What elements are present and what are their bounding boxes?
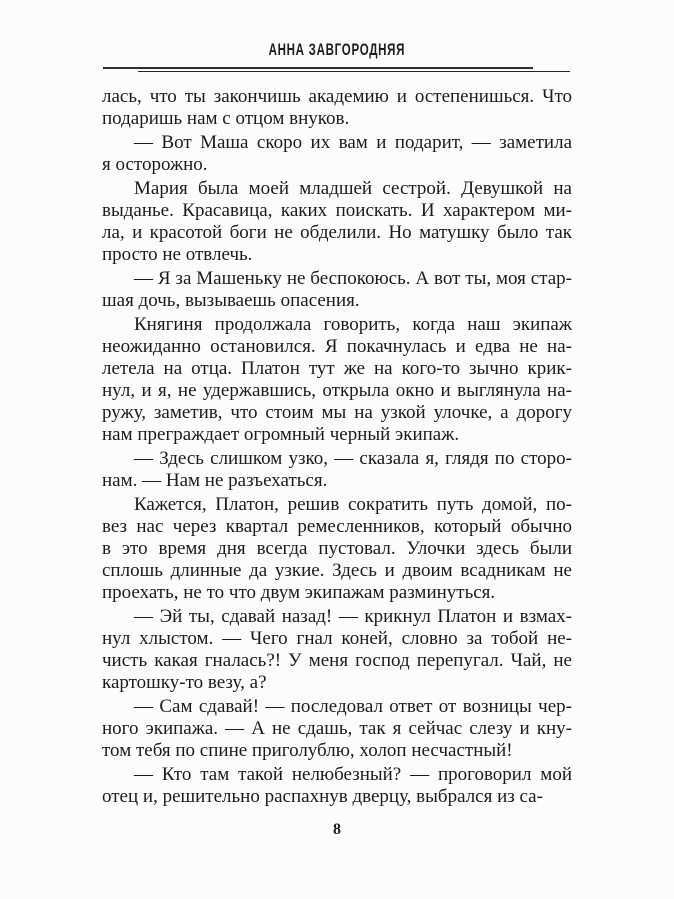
paragraph: [102, 494, 572, 604]
text-line: — Я за Машеньку не беспокоюсь. А вот ты, моя стар-: [134, 268, 572, 289]
text-line: просто не отвлечь.: [102, 244, 253, 265]
paragraph: [102, 268, 572, 312]
body-text: [102, 86, 572, 808]
paragraph: [102, 314, 572, 446]
text-line: я осторожно.: [102, 154, 208, 175]
author-name: АННА ЗАВГОРОДНЯЯ: [268, 41, 406, 60]
text-line: лась, что ты закончишь академию и остепенишься. Что: [102, 86, 572, 107]
text-line: летела на отца. Платон тут же на кого-то зычно крик-: [102, 358, 572, 379]
header-rule-top: [103, 67, 533, 69]
paragraph: [102, 606, 572, 694]
paragraph: [102, 764, 572, 808]
text-line: — Сам сдавай! — последовал ответ от возницы чер-: [134, 696, 572, 717]
paragraph: [102, 132, 572, 176]
paragraph: [102, 178, 572, 266]
text-line: нам преграждает огромный черный экипаж.: [102, 424, 460, 445]
text-line: в это время дня всегда пустовал. Улочки здесь были: [102, 538, 572, 559]
text-line: нул хлыстом. — Чего гнал коней, словно за тобой не-: [102, 628, 572, 649]
text-line: чисть какая гналась?! У меня господ перепугал. Чай, не: [102, 650, 572, 671]
text-line: ного экипажа. — А не сдашь, так я сейчас слезу и кну-: [102, 718, 572, 739]
text-line: шая дочь, вызываешь опасения.: [102, 290, 360, 311]
text-line: ружу, заметив, что стоим мы на узкой улочке, а дорогу: [102, 402, 572, 423]
header-rule-bottom: [138, 71, 570, 72]
text-line: — Эй ты, сдавай назад! — крикнул Платон и взмах-: [134, 606, 572, 627]
text-line: ла, и красотой боги не обделили. Но матушку было так: [102, 222, 572, 243]
text-line: подаришь нам с отцом внуков.: [102, 108, 350, 129]
text-line: вез нас через квартал ремесленников, который обычно: [102, 516, 572, 537]
text-line: нул, и я, не удержавшись, открыла окно и выглянула на-: [102, 380, 572, 401]
text-line: — Вот Маша скоро их вам и подарит, — заметила: [134, 132, 572, 153]
text-line: неожиданно остановился. Я покачнулась и едва не на-: [102, 336, 572, 357]
text-line: картошку-то везу, а?: [102, 672, 267, 693]
paragraph: [102, 696, 572, 762]
text-line: — Кто там такой нелюбезный? — проговорил мой: [134, 764, 572, 785]
running-header: [0, 42, 674, 60]
page-number: 8: [333, 821, 341, 838]
paragraph: [102, 86, 572, 130]
text-line: сплошь длинные да узкие. Здесь и двоим всадникам не: [102, 560, 572, 581]
paragraph: [102, 448, 572, 492]
text-line: проехать, не то что двум экипажам разминуться.: [102, 582, 496, 603]
text-line: Кажется, Платон, решив сократить путь домой, по-: [134, 494, 572, 515]
text-line: отец и, решительно распахнув дверцу, выбрался из са-: [102, 786, 543, 807]
text-line: выданье. Красавица, каких поискать. И характером ми-: [102, 200, 572, 221]
text-line: том тебя по спине приголублю, холоп несчастный!: [102, 740, 513, 761]
text-line: Княгиня продолжала говорить, когда наш экипаж: [134, 314, 572, 335]
text-line: — Здесь слишком узко, — сказала я, глядя по сторо-: [134, 448, 572, 469]
text-line: нам. — Нам не разъехаться.: [102, 470, 328, 491]
text-line: Мария была моей младшей сестрой. Девушкой на: [134, 178, 572, 199]
